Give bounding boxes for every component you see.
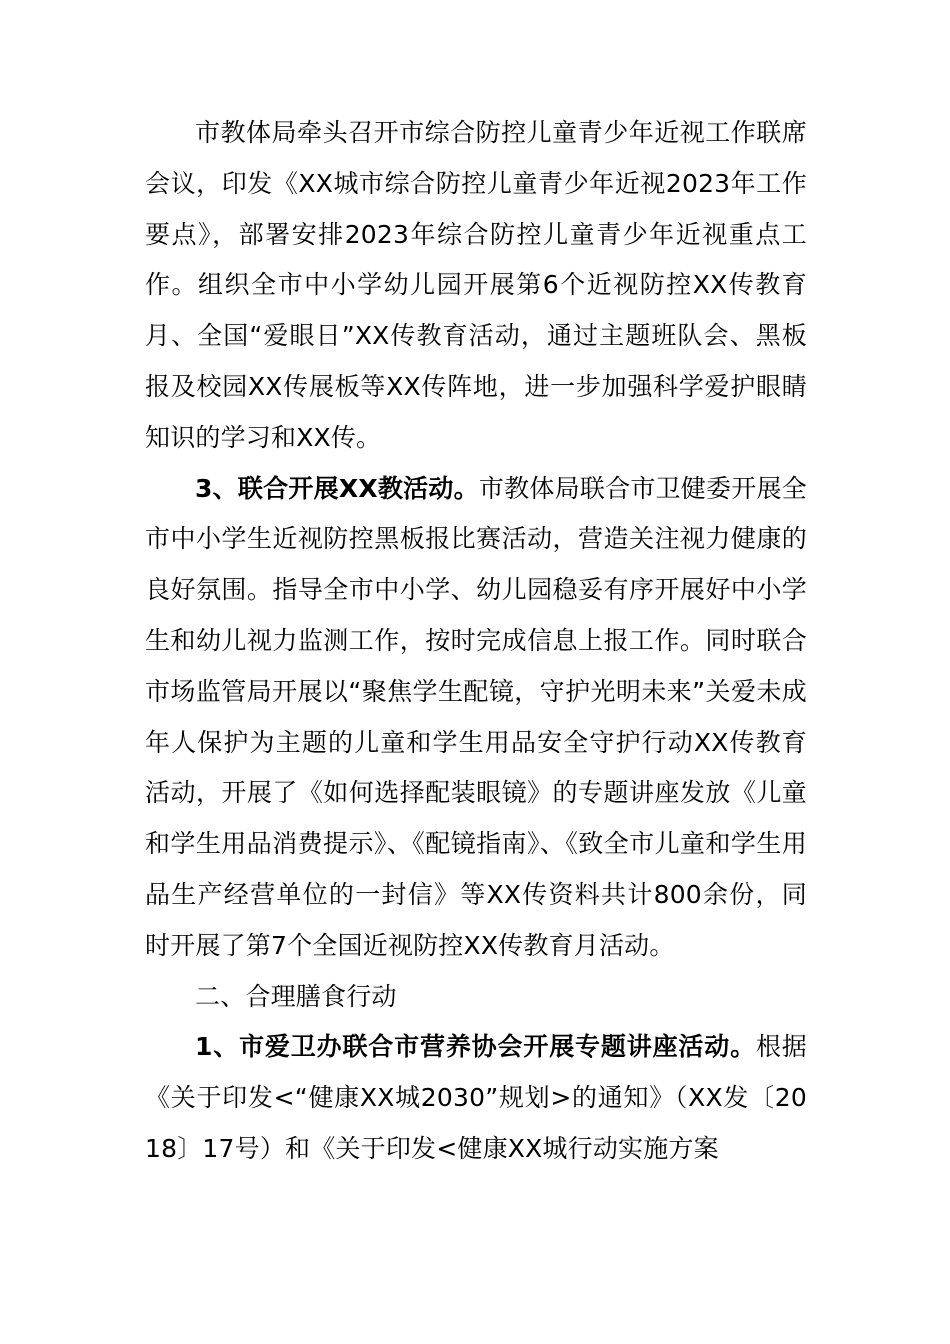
document-page <box>145 108 807 1175</box>
paragraph-body: 根据《关于印发<“健康XX城2030”规划>的通知》（XX发〔2018〕17号）和《关于印发<健康XX城行动实施方案 <box>145 1032 807 1163</box>
paragraph-lecture-activity <box>145 1022 807 1174</box>
paragraph-body: 市教体局牵头召开市综合防控儿童青少年近视工作联席会议，印发《XX城市综合防控儿童青少年近视2023年工作要点》，部署安排2023年综合防控儿童青少年近视重点工作。组织全市中小学幼儿园开展第6个近视防控XX传教育月、全国“爱眼日”XX传教育活动，通过主题班队会、黑板报及校园XX传展板等XX传阵地，进一步加强科学爱护眼睛知识的学习和XX传。 <box>145 118 807 452</box>
paragraph-lead: 3、联合开展XX教活动。 <box>195 473 479 503</box>
paragraph-body: 市教体局联合市卫健委开展全市中小学生近视防控黑板报比赛活动，营造关注视力健康的良好氛围。指导全市中小学、幼儿园稳妥有序开展好中小学生和幼儿视力监测工作，按时完成信息上报工作。同时联合市场监管局开展以“聚焦学生配镜，守护光明未来”关爱未成年人保护为主题的儿童和学生用品安全守护行动XX传教育活动，开展了《如何选择配装眼镜》的专题讲座发放《儿童和学生用品消费提示》、《配镜指南》、《致全市儿童和学生用品生产经营单位的一封信》等XX传资料共计800余份，同时开展了第7个全国近视防控XX传教育月活动。 <box>145 473 807 960</box>
paragraph-body: 二、合理膳食行动 <box>195 981 397 1011</box>
paragraph-joint-education <box>145 464 807 972</box>
paragraph-myopia-meeting <box>145 108 807 464</box>
section-heading-diet <box>145 972 807 1023</box>
paragraph-lead: 1、市爱卫办联合市营养协会开展专题讲座活动。 <box>195 1032 756 1062</box>
